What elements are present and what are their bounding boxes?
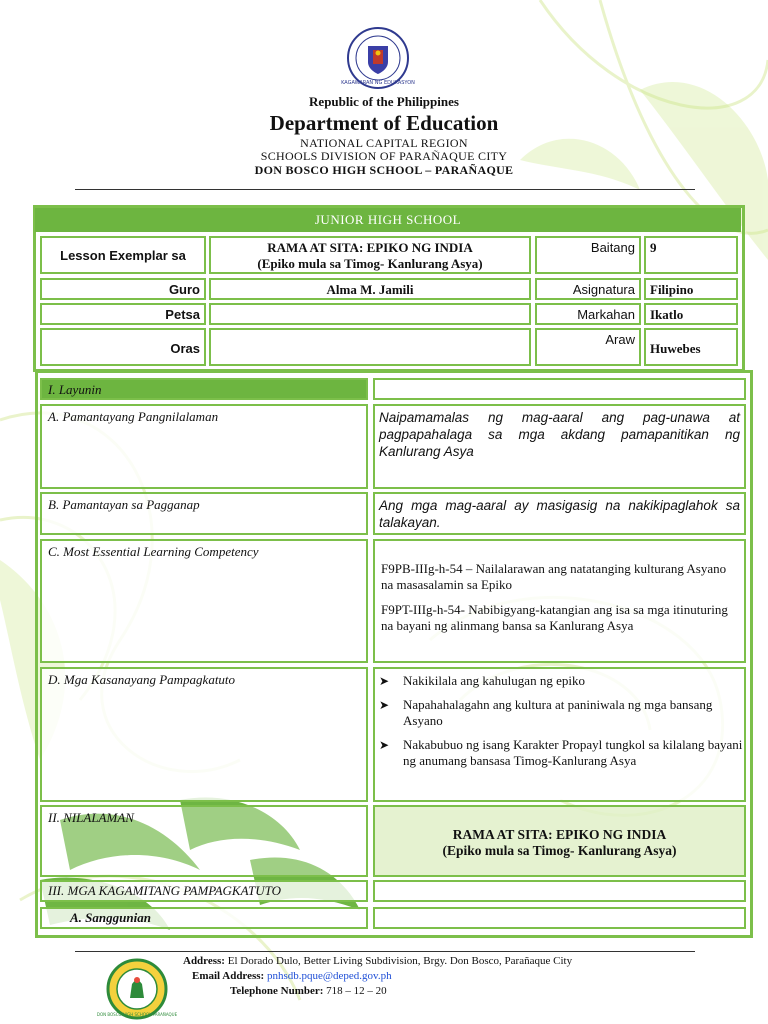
- baitang-value-cell: [644, 236, 738, 274]
- kasanayang-pampagkatuto-list-cell: [373, 667, 746, 802]
- asignatura-label: Asignatura: [572, 282, 635, 297]
- baitang-label: Baitang: [590, 240, 635, 255]
- melc-text-cell: [373, 539, 746, 663]
- republic-line: Republic of the Philippines: [309, 94, 459, 109]
- footer-divider: [75, 951, 695, 952]
- guro-value: Alma M. Jamili: [209, 278, 531, 300]
- sanggunian-cell: [40, 907, 368, 929]
- pamantayang-pangnilalaman-label: A. Pamantayang Pangnilalaman: [48, 409, 219, 424]
- guro-label-cell: [40, 278, 206, 300]
- svg-text:DON BOSCO HIGH SCHOOL PARAÑAQU: DON BOSCO HIGH SCHOOL PARAÑAQUE: [96, 1012, 178, 1017]
- oras-value: [209, 328, 531, 366]
- school-logo-icon: [96, 958, 178, 1020]
- melc-item: F9PB-IIIg-h-54 – Nailalarawan ang natatanging kulturang Asyano na masasalamin sa Epiko: [381, 561, 727, 592]
- nilalaman-subtitle: (Epiko mula sa Timog- Kanlurang Asya): [442, 843, 677, 858]
- sanggunian-value-cell: [373, 907, 746, 929]
- baitang-value: 9: [650, 240, 657, 255]
- pamantayang-pangnilalaman-text: Naipamamalas ng mag-aaral ang pag-unawa at pagpapahalaga sa mga akdang pamapanitikan ng Kanlurang Asya: [379, 410, 740, 459]
- header-divider: [75, 189, 695, 190]
- department-title: Department of Education: [269, 111, 499, 135]
- junior-high-school-banner: JUNIOR HIGH SCHOOL: [35, 208, 741, 232]
- kasanayang-pampagkatuto-cell: [40, 667, 368, 802]
- pamantayan-sa-pagganap-text: Ang mga mag-aaral ay masigasig na nakikipaglahok sa talakayan.: [379, 498, 740, 530]
- deped-seal-icon: [341, 26, 415, 90]
- footer-phone: Telephone Number: 718 – 12 – 20: [230, 985, 387, 997]
- oras-label-cell: [40, 328, 206, 366]
- lesson-title: RAMA AT SITA: EPIKO NG INDIA: [267, 240, 473, 255]
- email-link[interactable]: pnhsdb.pque@deped.gov.ph: [266, 970, 392, 982]
- pamantayan-sa-pagganap-text-cell: [373, 492, 746, 535]
- petsa-label: Petsa: [165, 307, 200, 322]
- araw-label-cell: [535, 328, 641, 366]
- layunin-value-cell: [373, 378, 746, 400]
- footer-address: Address: El Dorado Dulo, Better Living Subdivision, Brgy. Don Bosco, Parañaque City: [183, 955, 573, 967]
- arrow-bullet-icon: ➤: [379, 738, 390, 752]
- list-item: ➤ Nakabubuo ng isang Karakter Propayl tungkol sa kilalang bayani ng anumang bansasa Timog-Kanlurang Asya: [379, 737, 743, 768]
- kasanayang-pampagkatuto-label: D. Mga Kasanayang Pampagkatuto: [48, 672, 236, 687]
- markahan-value: Ikatlo: [644, 303, 738, 325]
- kagamitan-cell: [40, 880, 368, 902]
- araw-value: Huwebes: [644, 328, 738, 366]
- lesson-label: Lesson Exemplar sa: [60, 248, 186, 263]
- layunin-label: I. Layunin: [48, 382, 102, 397]
- markahan-label: Markahan: [577, 307, 635, 322]
- melc-label: C. Most Essential Learning Competency: [48, 544, 259, 559]
- nilalaman-cell: [40, 805, 368, 877]
- lesson-subtitle: (Epiko mula sa Timog- Kanlurang Asya): [257, 256, 483, 271]
- pamantayan-sa-pagganap-label: B. Pamantayan sa Pagganap: [48, 497, 200, 512]
- region-line: NATIONAL CAPITAL REGION: [300, 136, 468, 150]
- araw-label: Araw: [605, 332, 635, 347]
- petsa-label-cell: [40, 303, 206, 325]
- nilalaman-text-cell: [373, 805, 746, 877]
- lesson-title-cell: [209, 236, 531, 274]
- list-item: ➤ Nakikilala ang kahulugan ng epiko: [379, 673, 585, 688]
- markahan-label-cell: [535, 303, 641, 325]
- arrow-bullet-icon: ➤: [379, 674, 390, 688]
- layunin-header-cell: [40, 378, 368, 400]
- kasanayang-pampagkatuto-list: [375, 673, 744, 769]
- sanggunian-label: A. Sanggunian: [70, 910, 151, 925]
- lesson-label-cell: [40, 236, 206, 274]
- school-line: DON BOSCO HIGH SCHOOL – PARAÑAQUE: [254, 163, 514, 177]
- pamantayang-pangnilalaman-cell: [40, 404, 368, 489]
- melc-cell: [40, 539, 368, 663]
- division-line: SCHOOLS DIVISION OF PARAÑAQUE CITY: [260, 149, 508, 163]
- melc-item: F9PT-IIIg-h-54- Nabibigyang-katangian ang isa sa mga itinuturing na bayani ng alinmang bansa sa Kanlurang Asya: [381, 602, 728, 633]
- oras-label: Oras: [170, 341, 200, 356]
- kagamitan-label: III. MGA KAGAMITANG PAMPAGKATUTO: [48, 883, 282, 898]
- svg-text:KAGAWARAN NG EDUKASYON: KAGAWARAN NG EDUKASYON: [341, 80, 415, 86]
- footer-email: Email Address: pnhsdb.pque@deped.gov.ph: [192, 970, 392, 982]
- petsa-value: [209, 303, 531, 325]
- asignatura-label-cell: [535, 278, 641, 300]
- list-item: ➤ Napahahalagahn ang kultura at paniniwala ng mga bansang Asyano: [379, 697, 713, 728]
- nilalaman-title: RAMA AT SITA: EPIKO NG INDIA: [452, 827, 667, 842]
- baitang-label-cell: [535, 236, 641, 274]
- asignatura-value: Filipino: [644, 278, 738, 300]
- kagamitan-value-cell: [373, 880, 746, 902]
- guro-label: Guro: [168, 282, 200, 297]
- arrow-bullet-icon: ➤: [379, 698, 390, 712]
- pamantayan-sa-pagganap-cell: [40, 492, 368, 535]
- nilalaman-label: II. NILALAMAN: [48, 810, 134, 825]
- pamantayang-pangnilalaman-text-cell: [373, 404, 746, 489]
